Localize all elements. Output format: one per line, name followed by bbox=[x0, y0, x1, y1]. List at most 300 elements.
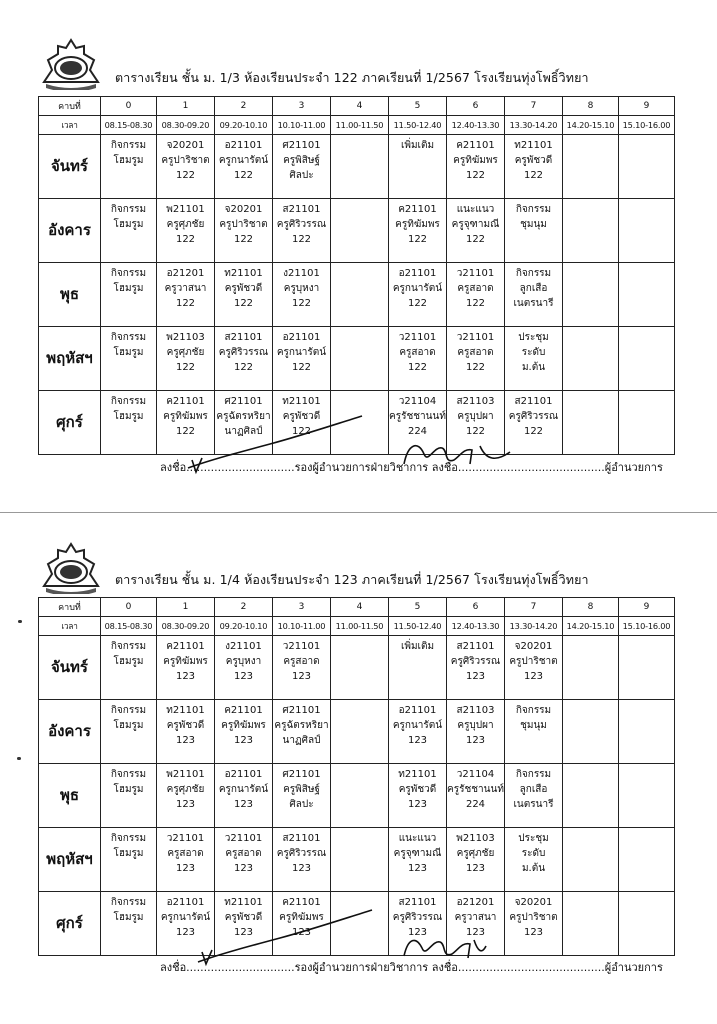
school-emblem-icon bbox=[40, 38, 102, 90]
cell-line: ครูรัชชานนท์ bbox=[389, 411, 446, 422]
cell-line: จ20201 bbox=[514, 897, 553, 908]
cell-line: 224 bbox=[465, 799, 486, 810]
cell-line: ครูศุภชัย bbox=[166, 219, 205, 230]
schedule-cell bbox=[389, 764, 447, 828]
cell-line: ท21101 bbox=[224, 897, 263, 908]
cell-line: อ21101 bbox=[282, 332, 321, 343]
cell-line: ครูวาสนา bbox=[164, 283, 207, 294]
period-number: 3 bbox=[273, 97, 331, 116]
director-signature-icon bbox=[398, 434, 518, 474]
schedule-cell bbox=[157, 327, 215, 391]
cell-line: ง21101 bbox=[225, 641, 262, 652]
schedule-cell bbox=[273, 700, 331, 764]
schedule-cell bbox=[273, 636, 331, 700]
cell-line: ครูสอาด bbox=[457, 347, 494, 358]
cell-line: ครูฉัตรหริยา bbox=[216, 411, 271, 422]
schedule-cell bbox=[101, 327, 157, 391]
cell-line: ประชุม bbox=[518, 332, 549, 343]
cell-line: พ21103 bbox=[166, 332, 205, 343]
cell-line: กิจกรรม bbox=[110, 204, 147, 215]
timetable-sheet-2 bbox=[0, 506, 717, 1006]
cell-line: 123 bbox=[407, 735, 428, 746]
cell-line: กิจกรรม bbox=[515, 769, 552, 780]
time-slot: 11.50-12.40 bbox=[389, 617, 447, 636]
cell-line: ครูศุภชัย bbox=[166, 347, 205, 358]
period-label: คาบที่ bbox=[39, 97, 101, 116]
cell-line: ง21101 bbox=[283, 268, 320, 279]
period-number: 2 bbox=[215, 97, 273, 116]
time-slot: 11.00-11.50 bbox=[331, 116, 389, 135]
cell-line: ว21101 bbox=[398, 332, 437, 343]
cell-line: 122 bbox=[175, 234, 196, 245]
cell-line: โฮมรูม bbox=[113, 219, 144, 230]
period-number: 0 bbox=[101, 97, 157, 116]
time-slot: 12.40-13.30 bbox=[447, 116, 505, 135]
schedule-cell bbox=[619, 135, 675, 199]
cell-line: ครูพัชวดี bbox=[224, 283, 263, 294]
cell-line: ครูพัชวดี bbox=[514, 155, 553, 166]
cell-line: 122 bbox=[175, 298, 196, 309]
schedule-cell bbox=[619, 327, 675, 391]
schedule-cell bbox=[215, 636, 273, 700]
time-slot: 11.50-12.40 bbox=[389, 116, 447, 135]
cell-line: ครูกนารัตน์ bbox=[276, 347, 327, 358]
cell-line: กิจกรรม bbox=[110, 641, 147, 652]
period-number: 8 bbox=[563, 97, 619, 116]
schedule-cell bbox=[331, 636, 389, 700]
cell-line: 122 bbox=[233, 234, 254, 245]
schedule-cell bbox=[215, 135, 273, 199]
cell-line: 123 bbox=[407, 927, 428, 938]
cell-line: ว21104 bbox=[456, 769, 495, 780]
schedule-cell bbox=[157, 199, 215, 263]
cell-line: โฮมรูม bbox=[113, 347, 144, 358]
day-row bbox=[39, 700, 675, 764]
cell-line: กิจกรรม bbox=[110, 268, 147, 279]
period-number: 3 bbox=[273, 598, 331, 617]
schedule-cell bbox=[215, 199, 273, 263]
period-number: 8 bbox=[563, 598, 619, 617]
schedule-cell bbox=[447, 135, 505, 199]
cell-line: จ20201 bbox=[166, 140, 205, 151]
cell-line: 224 bbox=[407, 426, 428, 437]
cell-line: ลูกเสือ bbox=[519, 784, 548, 795]
schedule-cell bbox=[447, 764, 505, 828]
schedule-cell bbox=[563, 135, 619, 199]
schedule-cell bbox=[563, 391, 619, 455]
time-slot: 08.15-08.30 bbox=[101, 116, 157, 135]
cell-line: เพิ่มเติม bbox=[400, 140, 435, 151]
cell-line: ส21101 bbox=[514, 396, 553, 407]
cell-line: ครูบุหงา bbox=[225, 656, 262, 667]
cell-line: ครูสอาด bbox=[283, 656, 320, 667]
cell-line: 123 bbox=[465, 927, 486, 938]
cell-line: 123 bbox=[233, 735, 254, 746]
timetable-sheet-1 bbox=[0, 0, 717, 500]
schedule-cell bbox=[273, 327, 331, 391]
time-slot: 15.10-16.00 bbox=[619, 116, 675, 135]
schedule-cell bbox=[157, 828, 215, 892]
cell-line: โฮมรูม bbox=[113, 411, 144, 422]
schedule-cell bbox=[157, 135, 215, 199]
cell-line: 122 bbox=[465, 298, 486, 309]
day-row bbox=[39, 135, 675, 199]
signature-line: ลงชื่อ...............................รองผู้อำนวยการฝ่ายวิชาการ ลงชื่อ..........................................ผู้อำนวยการ bbox=[160, 461, 663, 474]
schedule-cell bbox=[157, 764, 215, 828]
cell-line: 122 bbox=[523, 426, 544, 437]
period-number: 9 bbox=[619, 97, 675, 116]
time-slot: 08.15-08.30 bbox=[101, 617, 157, 636]
cell-line: อ21101 bbox=[398, 268, 437, 279]
period-number: 4 bbox=[331, 598, 389, 617]
cell-line: ครูพัชวดี bbox=[398, 784, 437, 795]
cell-line: ศ21101 bbox=[282, 705, 321, 716]
schedule-cell bbox=[101, 135, 157, 199]
cell-line: 122 bbox=[291, 362, 312, 373]
cell-line: ชุมนุม bbox=[520, 720, 547, 731]
schedule-cell bbox=[563, 828, 619, 892]
schedule-cell bbox=[215, 764, 273, 828]
timetable-title: ตารางเรียน ชั้น ม. 1/4 ห้องเรียนประจำ 123 ภาคเรียนที่ 1/2567 โรงเรียนทุ่งโพธิ์วิทยา bbox=[115, 572, 589, 587]
cell-line: ครูสอาด bbox=[167, 848, 204, 859]
cell-line: กิจกรรม bbox=[110, 705, 147, 716]
cell-line: ระดับ bbox=[521, 848, 546, 859]
cell-line: ครูพิสิษฐ์ bbox=[283, 784, 320, 795]
period-header-row bbox=[39, 97, 675, 116]
cell-line: ครูปาริชาต bbox=[219, 219, 268, 230]
signature-line: ลงชื่อ...............................รองผู้อำนวยการฝ่ายวิชาการ ลงชื่อ..........................................ผู้อำนวยการ bbox=[160, 961, 663, 974]
cell-line: ม.ต้น bbox=[521, 362, 546, 373]
cell-line: 123 bbox=[175, 735, 196, 746]
cell-line: อ21201 bbox=[166, 268, 205, 279]
schedule-cell bbox=[101, 263, 157, 327]
day-name: ศุกร์ bbox=[39, 892, 101, 956]
schedule-cell bbox=[215, 327, 273, 391]
cell-line: นาฏศิลป์ bbox=[224, 426, 263, 437]
cell-line: ค21101 bbox=[224, 705, 263, 716]
cell-line: 122 bbox=[407, 298, 428, 309]
schedule-cell bbox=[389, 636, 447, 700]
schedule-cell bbox=[389, 135, 447, 199]
cell-line: โฮมรูม bbox=[113, 656, 144, 667]
cell-line: 122 bbox=[407, 362, 428, 373]
schedule-cell bbox=[619, 263, 675, 327]
time-label: เวลา bbox=[39, 116, 101, 135]
cell-line: ครูฉัตรหริยา bbox=[274, 720, 329, 731]
cell-line: 123 bbox=[465, 735, 486, 746]
day-name: พุธ bbox=[39, 764, 101, 828]
cell-line: ครูกนารัตน์ bbox=[392, 283, 443, 294]
schedule-cell bbox=[619, 764, 675, 828]
cell-line: ครูศิริวรรณ bbox=[218, 347, 269, 358]
cell-line: กิจกรรม bbox=[110, 140, 147, 151]
day-name: พฤหัสฯ bbox=[39, 828, 101, 892]
schedule-cell bbox=[331, 764, 389, 828]
cell-line: ศ21101 bbox=[224, 396, 263, 407]
cell-line: ครูปาริชาต bbox=[161, 155, 210, 166]
schedule-cell bbox=[563, 199, 619, 263]
cell-line: ส21101 bbox=[282, 833, 321, 844]
cell-line: กิจกรรม bbox=[515, 268, 552, 279]
cell-line: ลูกเสือ bbox=[519, 283, 548, 294]
time-slot: 08.30-09.20 bbox=[157, 617, 215, 636]
cell-line: 122 bbox=[523, 170, 544, 181]
cell-line: ครูศิริวรรณ bbox=[450, 656, 501, 667]
cell-line: ว21101 bbox=[282, 641, 321, 652]
cell-line: 122 bbox=[175, 426, 196, 437]
cell-line: ค21101 bbox=[166, 641, 205, 652]
schedule-cell bbox=[331, 135, 389, 199]
cell-line: กิจกรรม bbox=[110, 332, 147, 343]
cell-line: 123 bbox=[523, 927, 544, 938]
cell-line: พ21101 bbox=[166, 769, 205, 780]
time-slot: 09.20-10.10 bbox=[215, 116, 273, 135]
timetable-title: ตารางเรียน ชั้น ม. 1/3 ห้องเรียนประจำ 122 ภาคเรียนที่ 1/2567 โรงเรียนทุ่งโพธิ์วิทยา bbox=[115, 70, 589, 85]
cell-line: 123 bbox=[465, 863, 486, 874]
schedule-cell bbox=[563, 636, 619, 700]
cell-line: อ21101 bbox=[398, 705, 437, 716]
time-label: เวลา bbox=[39, 617, 101, 636]
cell-line: ครูทิฆัมพร bbox=[453, 155, 498, 166]
time-slot: 14.20-15.10 bbox=[563, 116, 619, 135]
cell-line: 122 bbox=[175, 362, 196, 373]
cell-line: ครูปาริชาต bbox=[509, 656, 558, 667]
cell-line: 122 bbox=[465, 362, 486, 373]
cell-line: พ21103 bbox=[456, 833, 495, 844]
cell-line: อ21101 bbox=[224, 140, 263, 151]
cell-line: 122 bbox=[291, 426, 312, 437]
schedule-cell bbox=[505, 700, 563, 764]
schedule-cell bbox=[157, 636, 215, 700]
schedule-cell bbox=[101, 636, 157, 700]
cell-line: ครูศิริวรรณ bbox=[392, 912, 443, 923]
cell-line: ครูพัชวดี bbox=[166, 720, 205, 731]
cell-line: 122 bbox=[465, 426, 486, 437]
schedule-cell bbox=[447, 700, 505, 764]
cell-line: ระดับ bbox=[521, 347, 546, 358]
cell-line: เนตรนารี bbox=[513, 799, 554, 810]
schedule-cell bbox=[101, 828, 157, 892]
cell-line: ส21101 bbox=[282, 204, 321, 215]
cell-line: 122 bbox=[465, 234, 486, 245]
schedule-cell bbox=[331, 327, 389, 391]
cell-line: ครูทิฆัมพร bbox=[221, 720, 266, 731]
cell-line: ชุมนุม bbox=[520, 219, 547, 230]
cell-line: ครูรัชชานนท์ bbox=[447, 784, 504, 795]
cell-line: ครูทิฆัมพร bbox=[395, 219, 440, 230]
day-row bbox=[39, 263, 675, 327]
schedule-cell bbox=[447, 636, 505, 700]
cell-line: 123 bbox=[233, 863, 254, 874]
day-name: ศุกร์ bbox=[39, 391, 101, 455]
cell-line: อ21101 bbox=[166, 897, 205, 908]
cell-line: กิจกรรม bbox=[110, 396, 147, 407]
vice-director-signature-icon bbox=[190, 894, 380, 969]
schedule-cell bbox=[331, 700, 389, 764]
cell-line: ว21101 bbox=[456, 268, 495, 279]
cell-line: โฮมรูม bbox=[113, 848, 144, 859]
cell-line: ท21101 bbox=[224, 268, 263, 279]
cell-line: ว21101 bbox=[166, 833, 205, 844]
cell-line: โฮมรูม bbox=[113, 283, 144, 294]
cell-line: ท21101 bbox=[514, 140, 553, 151]
period-number: 6 bbox=[447, 97, 505, 116]
cell-line: จ20201 bbox=[514, 641, 553, 652]
time-row bbox=[39, 116, 675, 135]
period-number: 1 bbox=[157, 97, 215, 116]
schedule-cell bbox=[389, 199, 447, 263]
time-slot: 14.20-15.10 bbox=[563, 617, 619, 636]
cell-line: โฮมรูม bbox=[113, 784, 144, 795]
cell-line: 122 bbox=[233, 362, 254, 373]
schedule-cell bbox=[505, 263, 563, 327]
cell-line: กิจกรรม bbox=[515, 705, 552, 716]
cell-line: แนะแนว bbox=[456, 204, 495, 215]
cell-line: ส21101 bbox=[456, 641, 495, 652]
cell-line: ประชุม bbox=[518, 833, 549, 844]
schedule-cell bbox=[505, 892, 563, 956]
schedule-cell bbox=[447, 263, 505, 327]
vice-director-signature-icon bbox=[180, 400, 370, 475]
schedule-cell bbox=[157, 700, 215, 764]
schedule-cell bbox=[619, 828, 675, 892]
period-number: 9 bbox=[619, 598, 675, 617]
schedule-cell bbox=[447, 828, 505, 892]
schedule-cell bbox=[273, 263, 331, 327]
cell-line: 123 bbox=[233, 927, 254, 938]
cell-line: 123 bbox=[233, 799, 254, 810]
cell-line: 122 bbox=[233, 298, 254, 309]
period-number: 6 bbox=[447, 598, 505, 617]
schedule-cell bbox=[101, 892, 157, 956]
schedule-cell bbox=[563, 263, 619, 327]
cell-line: 122 bbox=[291, 234, 312, 245]
cell-line: ส21103 bbox=[456, 396, 495, 407]
cell-line: ส21101 bbox=[224, 332, 263, 343]
cell-line: ครูศิริวรรณ bbox=[276, 848, 327, 859]
day-row bbox=[39, 764, 675, 828]
cell-line: ครูพัชวดี bbox=[224, 912, 263, 923]
cell-line: 123 bbox=[233, 671, 254, 682]
cell-line: ครูจุฑามณี bbox=[451, 219, 500, 230]
schedule-cell bbox=[331, 199, 389, 263]
period-label: คาบที่ bbox=[39, 598, 101, 617]
cell-line: ส21101 bbox=[398, 897, 437, 908]
cell-line: 122 bbox=[233, 170, 254, 181]
cell-line: ครูทิฆัมพร bbox=[163, 656, 208, 667]
schedule-cell bbox=[215, 828, 273, 892]
schedule-cell bbox=[101, 199, 157, 263]
cell-line: 123 bbox=[523, 671, 544, 682]
cell-line: 122 bbox=[465, 170, 486, 181]
schedule-cell bbox=[273, 828, 331, 892]
schedule-cell bbox=[505, 764, 563, 828]
cell-line: ครูบุปผา bbox=[457, 720, 494, 731]
schedule-cell bbox=[215, 263, 273, 327]
schedule-cell bbox=[331, 828, 389, 892]
period-number: 1 bbox=[157, 598, 215, 617]
schedule-cell bbox=[505, 327, 563, 391]
cell-line: 123 bbox=[465, 671, 486, 682]
cell-line: 123 bbox=[407, 799, 428, 810]
cell-line: กิจกรรม bbox=[110, 833, 147, 844]
schedule-cell bbox=[389, 828, 447, 892]
schedule-cell bbox=[389, 263, 447, 327]
cell-line: ว21101 bbox=[456, 332, 495, 343]
time-slot: 10.10-11.00 bbox=[273, 617, 331, 636]
schedule-cell bbox=[619, 700, 675, 764]
schedule-cell bbox=[563, 327, 619, 391]
time-slot: 15.10-16.00 bbox=[619, 617, 675, 636]
period-number: 0 bbox=[101, 598, 157, 617]
schedule-cell bbox=[563, 892, 619, 956]
cell-line: ค21101 bbox=[398, 204, 437, 215]
schedule-cell bbox=[505, 636, 563, 700]
cell-line: เพิ่มเติม bbox=[400, 641, 435, 652]
cell-line: ครูพัชวดี bbox=[282, 411, 321, 422]
cell-line: ครูวาสนา bbox=[454, 912, 497, 923]
cell-line: ครูศุภชัย bbox=[166, 784, 205, 795]
cell-line: 123 bbox=[175, 799, 196, 810]
day-name: จันทร์ bbox=[39, 636, 101, 700]
schedule-cell bbox=[101, 764, 157, 828]
schedule-cell bbox=[101, 700, 157, 764]
director-signature-icon bbox=[398, 930, 488, 966]
cell-line: 122 bbox=[407, 234, 428, 245]
cell-line: ครูบุหงา bbox=[283, 283, 320, 294]
time-slot: 11.00-11.50 bbox=[331, 617, 389, 636]
cell-line: ท21101 bbox=[282, 396, 321, 407]
period-number: 5 bbox=[389, 598, 447, 617]
cell-line: ครูปาริชาต bbox=[509, 912, 558, 923]
cell-line: ครูทิฆัมพร bbox=[279, 912, 324, 923]
cell-line: ท21101 bbox=[166, 705, 205, 716]
cell-line: ครูศุภชัย bbox=[456, 848, 495, 859]
day-name: อังคาร bbox=[39, 199, 101, 263]
cell-line: ศ21101 bbox=[282, 140, 321, 151]
schedule-cell bbox=[273, 135, 331, 199]
schedule-cell bbox=[273, 199, 331, 263]
schedule-cell bbox=[505, 828, 563, 892]
cell-line: ค21101 bbox=[166, 396, 205, 407]
schedule-cell bbox=[447, 199, 505, 263]
cell-line: โฮมรูม bbox=[113, 912, 144, 923]
cell-line: ท21101 bbox=[398, 769, 437, 780]
day-row bbox=[39, 199, 675, 263]
day-row bbox=[39, 327, 675, 391]
schedule-cell bbox=[389, 327, 447, 391]
schedule-cell bbox=[331, 263, 389, 327]
schedule-cell bbox=[273, 764, 331, 828]
cell-line: ครูกนารัตน์ bbox=[392, 720, 443, 731]
time-slot: 12.40-13.30 bbox=[447, 617, 505, 636]
cell-line: ครูกนารัตน์ bbox=[218, 784, 269, 795]
schedule-cell bbox=[389, 700, 447, 764]
cell-line: ครูสอาด bbox=[399, 347, 436, 358]
cell-line: ม.ต้น bbox=[521, 863, 546, 874]
cell-line: ศ21101 bbox=[282, 769, 321, 780]
schedule-cell bbox=[505, 135, 563, 199]
period-number: 7 bbox=[505, 598, 563, 617]
time-slot: 09.20-10.10 bbox=[215, 617, 273, 636]
time-row bbox=[39, 617, 675, 636]
day-name: พฤหัสฯ bbox=[39, 327, 101, 391]
period-number: 5 bbox=[389, 97, 447, 116]
cell-line: ครูสอาด bbox=[225, 848, 262, 859]
cell-line: ค21101 bbox=[456, 140, 495, 151]
cell-line: ครูทิฆัมพร bbox=[163, 411, 208, 422]
cell-line: 123 bbox=[175, 927, 196, 938]
